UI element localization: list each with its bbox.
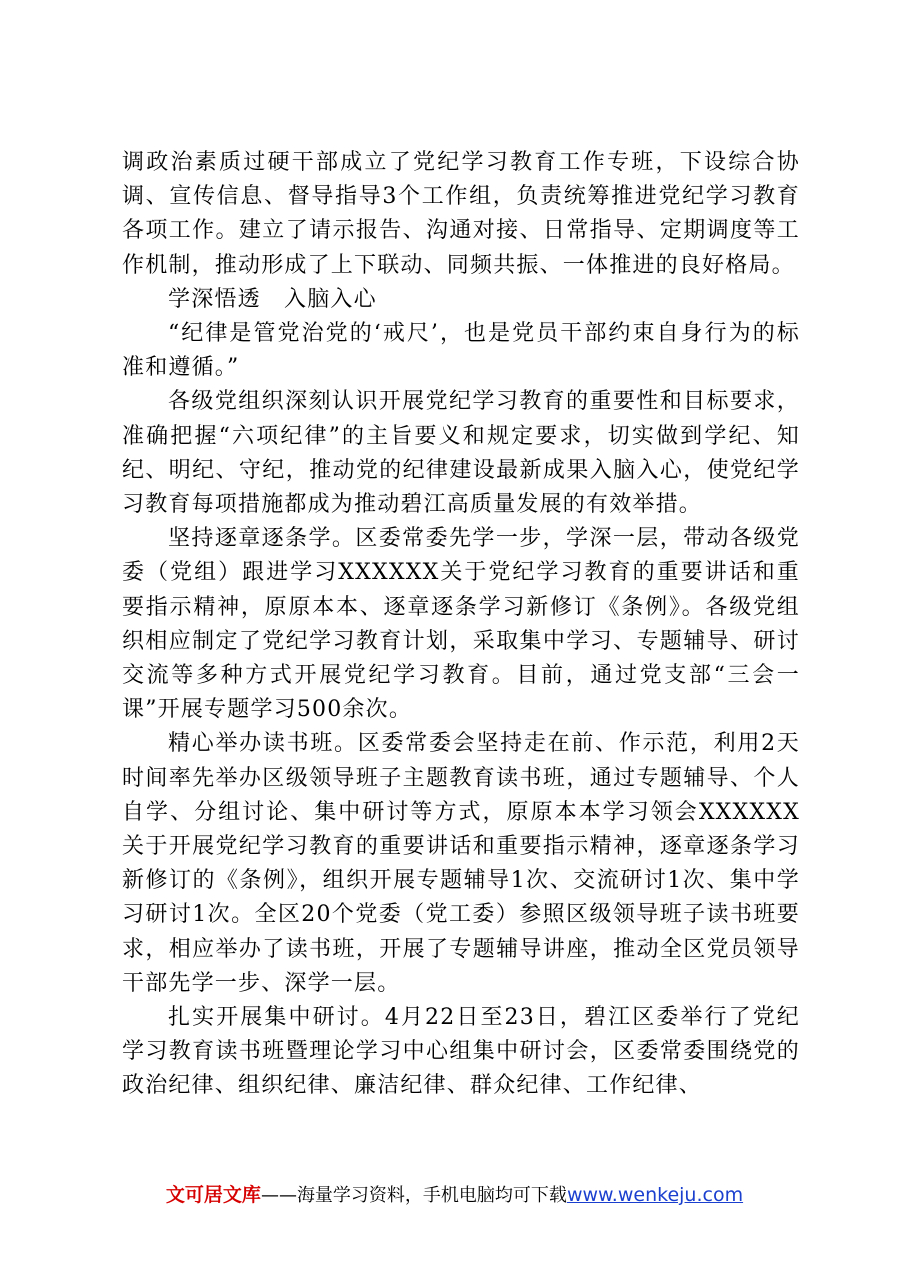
paragraph: 各级党组织深刻认识开展党纪学习教育的重要性和目标要求，准确把握“六项纪律”的主旨要义和规定要求，切实做到学纪、知纪、明纪、守纪，推动党的纪律建设最新成果入脑入心，使党纪学习教育每项措施都成为推动碧江高质量发展的有效举措。 <box>122 389 800 518</box>
section-heading: 学深悟透 入脑入心 <box>168 286 377 312</box>
paragraph: 扎实开展集中研讨。4月22日至23日，碧江区委举行了党纪学习教育读书班暨理论学习中心组集中研讨会，区委常委围绕党的政治纪律、组织纪律、廉洁纪律、群众纪律、工作纪律、 <box>122 1005 800 1099</box>
paragraph: 精心举办读书班。区委常委会坚持走在前、作示范，利用2天时间率先举办区级领导班子主题教育读书班，通过专题辅导、个人自学、分组讨论、集中研讨等方式，原原本本学习领会XXXXXX关于开展党纪学习教育的重要讲话和重要指示精神，逐章逐条学习新修订的《条例》，组织开展专题辅导1次、交流研讨1次、集中学习研讨1次。全区20个党委（党工委）参照区级领导班子读书班要求，相应举办了读书班，开展了专题辅导讲座，推动全区党员领导干部先学一步、深学一层。 <box>122 731 800 996</box>
paragraph: “纪律是管党治党的‘戒尺’，也是党员干部约束自身行为的标准和遵循。” <box>122 321 800 381</box>
paragraph: 坚持逐章逐条学。区委常委先学一步，学深一层，带动各级党委（党组）跟进学习XXXXXX关于党纪学习教育的重要讲话和重要指示精神，原原本本、逐章逐条学习新修订《条例》。各级党组织相应制定了党纪学习教育计划，采取集中学习、专题辅导、研讨交流等多种方式开展党纪学习教育。目前，通过党支部“三会一课”开展专题学习500余次。 <box>122 526 800 723</box>
document-body <box>122 146 800 1104</box>
footer-tagline: ——海量学习资料，手机电脑均可下载 <box>260 1185 567 1206</box>
footer-site-link[interactable]: www.wenkeju.com <box>566 1184 744 1206</box>
paragraph: 调政治素质过硬干部成立了党纪学习教育工作专班，下设综合协调、宣传信息、督导指导3个工作组，负责统筹推进党纪学习教育各项工作。建立了请示报告、沟通对接、日常指导、定期调度等工作机制，推动形成了上下联动、同频共振、一体推进的良好格局。 <box>122 150 800 278</box>
footer-banner <box>0 1182 909 1209</box>
footer-brand: 文可居文库 <box>165 1184 261 1206</box>
